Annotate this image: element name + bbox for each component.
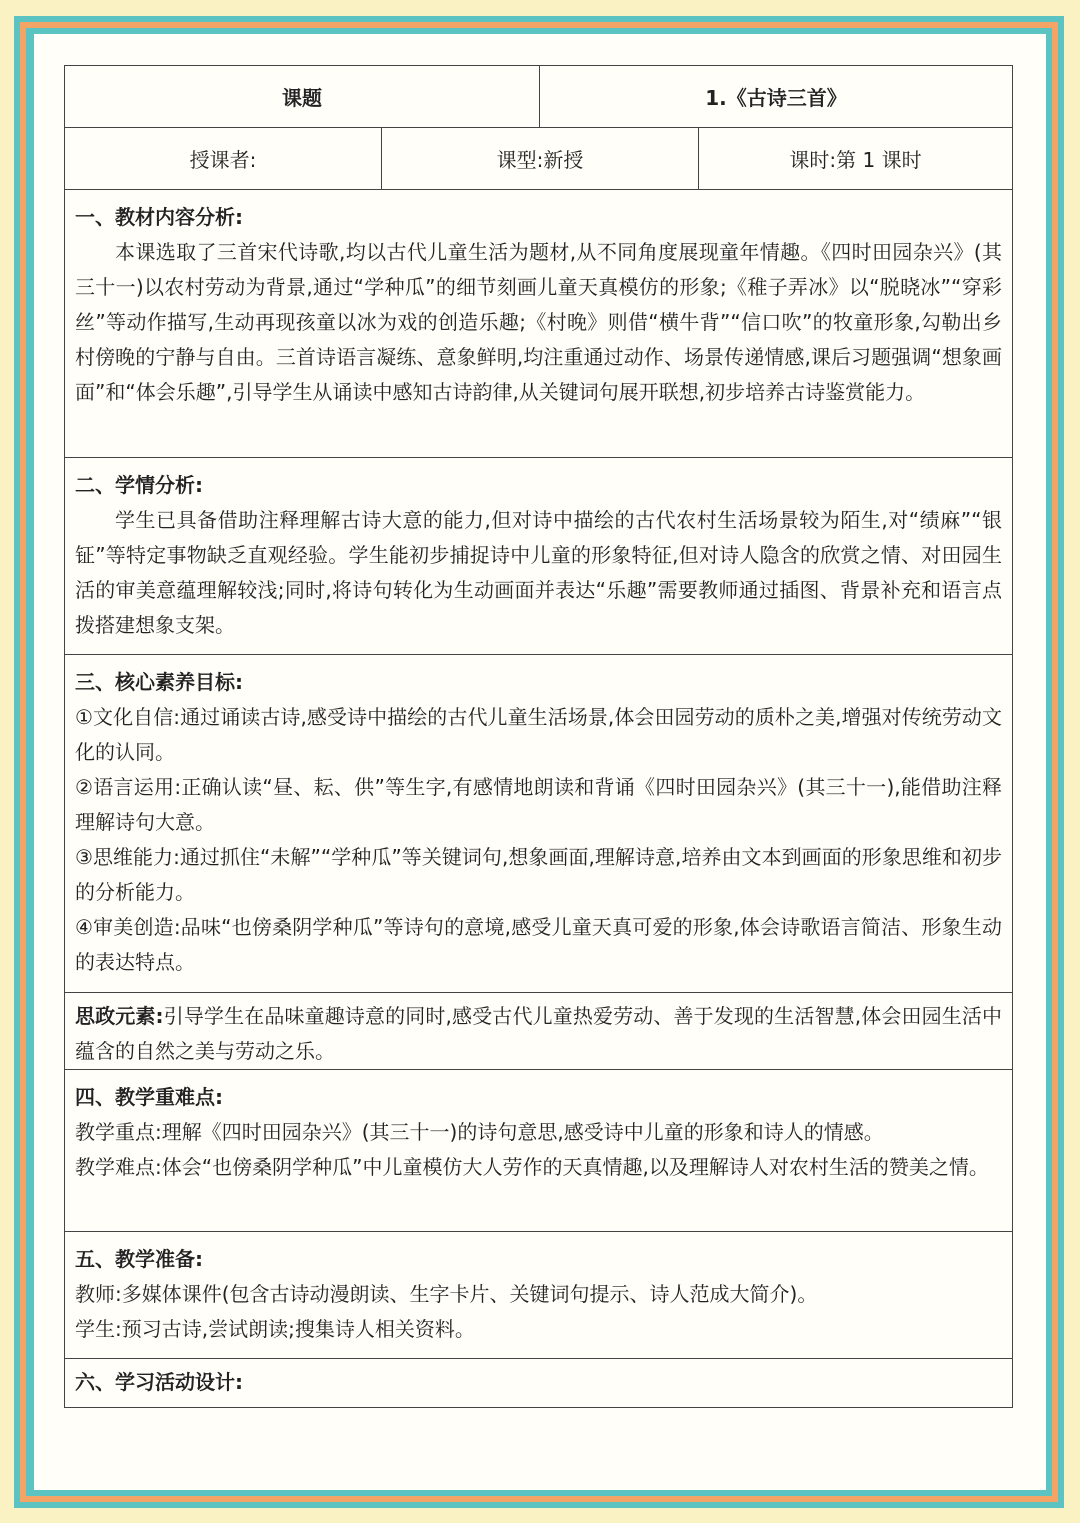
section-title: 二、学情分析: [75, 473, 203, 497]
key-point: 教学重点:理解《四时田园杂兴》(其三十一)的诗句意思,感受诗中儿童的形象和诗人的情感。 [75, 1120, 884, 1144]
section-core-goals [65, 655, 1012, 993]
section-body: 本课选取了三首宋代诗歌,均以古代儿童生活为题材,从不同角度展现童年情趣。《四时田园杂兴》(其三十一)以农村劳动为背景,通过“学种瓜”的细节刻画儿童天真模仿的形象;《稚子弄冰》以“脱晓冰”“穿彩丝”等动作描写,生动再现孩童以冰为戏的创造乐趣;《村晚》则借“横牛背”“信口吹”的牧童形象,勾勒出乡村傍晚的宁静与自由。三首诗语言凝练、意象鲜明,均注重通过动作、场景传递情感,课后习题强调“想象画面”和“体会乐趣”,引导学生从诵读中感知古诗韵律,从关键词句展开联想,初步培养古诗鉴赏能力。 [75, 240, 1002, 404]
topic-label: 课题 [282, 86, 322, 110]
goal-item: ①文化自信:通过诵读古诗,感受诗中描绘的古代儿童生活场景,体会田园劳动的质朴之美,增强对传统劳动文化的认同。 [75, 705, 1002, 764]
section-title: 五、教学准备: [75, 1247, 203, 1271]
section-title: 六、学习活动设计: [75, 1370, 243, 1394]
sizheng-body: 引导学生在品味童趣诗意的同时,感受古代儿童热爱劳动、善于发现的生活智慧,体会田园生活中蕴含的自然之美与劳动之乐。 [75, 1004, 1003, 1063]
info-row [65, 128, 1012, 190]
section-material-analysis [65, 190, 1012, 458]
goal-item: ④审美创造:品味“也傍桑阴学种瓜”等诗句的意境,感受儿童天真可爱的形象,体会诗歌语言简洁、形象生动的表达特点。 [75, 915, 1002, 974]
teacher-prep: 教师:多媒体课件(包含古诗动漫朗读、生字卡片、关键词句提示、诗人范成大简介)。 [75, 1282, 818, 1306]
goal-item: ②语言运用:正确认读“昼、耘、供”等生字,有感情地朗读和背诵《四时田园杂兴》(其三十一),能借助注释理解诗句大意。 [75, 775, 1002, 834]
sizheng-label: 思政元素: [75, 1004, 164, 1028]
section-title: 一、教材内容分析: [75, 205, 243, 229]
lesson-plan-table [64, 65, 1013, 1408]
section-ideological-elements [65, 993, 1012, 1070]
lesson-period: 课时:第 1 课时 [698, 128, 1012, 189]
student-prep: 学生:预习古诗,尝试朗读;搜集诗人相关资料。 [75, 1317, 475, 1341]
teacher-field: 授课者: [189, 148, 257, 172]
section-key-difficult-points [65, 1070, 1012, 1232]
section-title: 四、教学重难点: [75, 1085, 223, 1109]
goal-item: ③思维能力:通过抓住“未解”“学种瓜”等关键词句,想象画面,理解诗意,培养由文本到画面的形象思维和初步的分析能力。 [75, 845, 1002, 904]
section-title: 三、核心素养目标: [75, 670, 243, 694]
section-student-analysis [65, 458, 1012, 655]
topic-value: 1.《古诗三首》 [539, 66, 1012, 127]
section-preparation [65, 1232, 1012, 1359]
difficult-point: 教学难点:体会“也傍桑阴学种瓜”中儿童模仿大人劳作的天真情趣,以及理解诗人对农村生活的赞美之情。 [75, 1155, 989, 1179]
topic-row [65, 66, 1012, 128]
section-activity-design [65, 1359, 1012, 1407]
section-body: 学生已具备借助注释理解古诗大意的能力,但对诗中描绘的古代农村生活场景较为陌生,对“绩麻”“银钲”等特定事物缺乏直观经验。学生能初步捕捉诗中儿童的形象特征,但对诗人隐含的欣赏之情、对田园生活的审美意蕴理解较浅;同时,将诗句转化为生动画面并表达“乐趣”需要教师通过插图、背景补充和语言点拨搭建想象支架。 [75, 508, 1002, 637]
lesson-type: 课型:新授 [381, 128, 698, 189]
